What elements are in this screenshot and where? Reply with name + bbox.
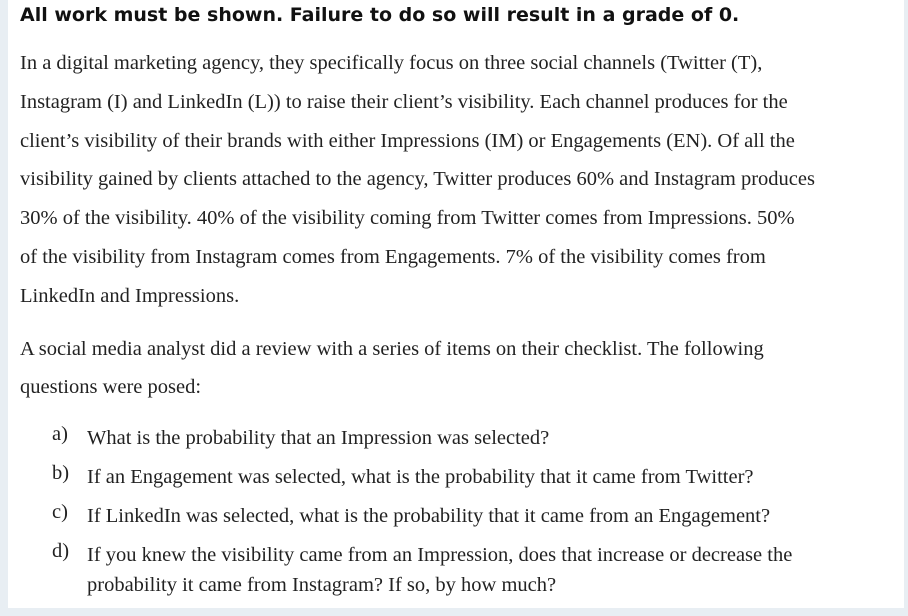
- paragraph-line: Instagram (I) and LinkedIn (L)) to raise their client’s visibility. Each channel produces for the: [20, 90, 788, 113]
- question-text: If LinkedIn was selected, what is the probability that it came from an Engagement?: [87, 505, 771, 527]
- question-text: What is the probability that an Impression was selected?: [87, 427, 550, 449]
- question-marker: b): [52, 462, 70, 484]
- question-item-b: [52, 462, 892, 492]
- question-item-c: [52, 501, 892, 531]
- paragraph-line: client’s visibility of their brands with either Impressions (IM) or Engagements (EN). Of all the: [20, 129, 795, 152]
- question-list: [52, 423, 892, 600]
- analyst-paragraph: [20, 330, 900, 406]
- question-marker: a): [52, 423, 68, 445]
- question-text: If an Engagement was selected, what is the probability that it came from Twitter?: [87, 466, 754, 488]
- instructions-heading: All work must be shown. Failure to do so will result in a grade of 0.: [20, 4, 740, 26]
- paragraph-line: 30% of the visibility. 40% of the visibility coming from Twitter comes from Impressions. 50%: [20, 207, 795, 230]
- paragraph-line: In a digital marketing agency, they specifically focus on three social channels (Twitter (T),: [20, 52, 763, 74]
- paragraph-line: of the visibility from Instagram comes from Engagements. 7% of the visibility comes from: [20, 245, 766, 268]
- question-text: If you knew the visibility came from an Impression, does that increase or decrease the: [87, 544, 793, 566]
- paragraph-line: A social media analyst did a review with a series of items on their checklist. The following: [20, 338, 764, 360]
- paragraph-line: LinkedIn and Impressions.: [20, 284, 240, 307]
- question-item-a: [52, 423, 892, 453]
- problem-paragraph: [20, 44, 900, 316]
- question-marker: d): [52, 540, 70, 562]
- question-text: probability it came from Instagram? If so, by how much?: [87, 574, 557, 596]
- paragraph-line: questions were posed:: [20, 376, 202, 398]
- question-item-d: [52, 540, 892, 600]
- paragraph-line: visibility gained by clients attached to the agency, Twitter produces 60% and Instagram produces: [20, 168, 815, 191]
- document-page: [8, 0, 904, 608]
- question-marker: c): [52, 501, 68, 523]
